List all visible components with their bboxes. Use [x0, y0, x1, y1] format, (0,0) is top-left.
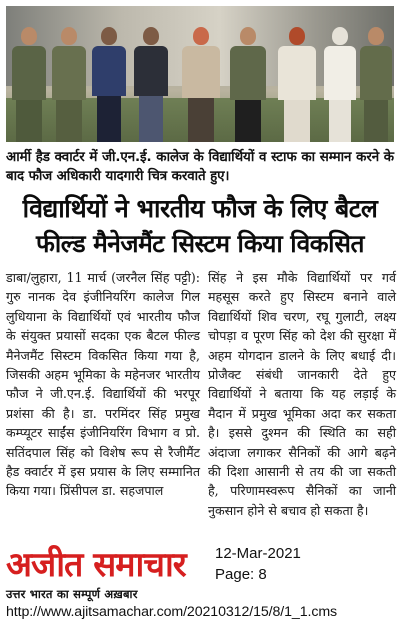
photo-person [52, 27, 86, 142]
photo-person [278, 27, 316, 142]
article-right-column: सिंह ने इस मौके विद्यार्थियों पर गर्व महसूस करते हुए सिस्टम बनाने वाले विद्यार्थियों शिव चरण, रघू गुलाटी, लक्ष्य चोपड़ा व पूरण सिंह को देश की सुरक्षा में अहम योगदान डालने के लिए बधाई दी। प्रोजैक्ट संबंधी जानकारी देते हुए विद्यार्थियों ने बताया कि यह लड़ाई के मैदान में प्रमुख भूमिका अदा कर सकता है। इससे दुश्मन की स्थिति का सही अंदाजा लगाकर सैनिकों की आगे बढ़ने की दिशा आसानी से तय की जा सकती है, परिणामस्वरूप सैनिकों का जानी नुकसान होने से बचाव हो सकता है। [208, 270, 396, 518]
headline-line-2: फील्ड मैनेजमैंट सिस्टम किया विकसित [36, 229, 364, 258]
source-url: http://www.ajitsamachar.com/20210312/15/8/1_1.cms [6, 604, 338, 620]
photo-person [182, 27, 220, 142]
article-left-column: डाबा/लुहारा, 11 मार्च (जरनैल सिंह पट्टी): गुरु नानक देव इंजीनियरिंग कालेज गिल लुधियाना के विद्यार्थियों एवं भारतीय फौज के संयुक्त प्रयासों सदका एक बैटल फील्ड मैनेजमैंट सिस्टम विकसित किया गया है, जिसकी अहम भूमिका के महेनजर भारतीय फौज ने जी.एन.ई. विद्यार्थियों की भरपूर प्रशंसा की है। डा. परमिंदर सिंह प्रमुख कम्प्यूटर साईंस इंजीनियरिंग विभाग व प्रो. सतिंदपाल सिंह को विशेष रूप से रैजीमैंट हैड क्वार्टर में इस प्रयास के लिए सम्मानित किया गया। प्रिंसीपल डा. सहजपाल [6, 270, 200, 499]
photo-person [324, 27, 356, 142]
photo-person [134, 27, 168, 142]
photo-caption: आर्मी हैड क्वार्टर में जी.एन.ई. कालेज के विद्यार्थियों व स्टाफ का सम्मान करने के बाद फौज अधिकारी यादगारी चित्र करवाते हुए। [6, 150, 394, 184]
newspaper-tagline: उत्तर भारत का सम्पूर्ण अख़बार [6, 587, 138, 601]
headline-line-1: विद्यार्थियों ने भारतीय फौज के लिए बैटल [22, 194, 378, 223]
group-photo [6, 6, 394, 142]
headline [4, 191, 396, 261]
photo-person [230, 27, 266, 142]
photo-person [92, 27, 126, 142]
newspaper-masthead [6, 545, 206, 607]
page-number: Page: 8 [215, 566, 267, 583]
newspaper-name: अजीत समाचार [6, 545, 186, 585]
photo-person [360, 27, 392, 142]
photo-person [12, 27, 46, 142]
publication-date: 12-Mar-2021 [215, 545, 301, 562]
